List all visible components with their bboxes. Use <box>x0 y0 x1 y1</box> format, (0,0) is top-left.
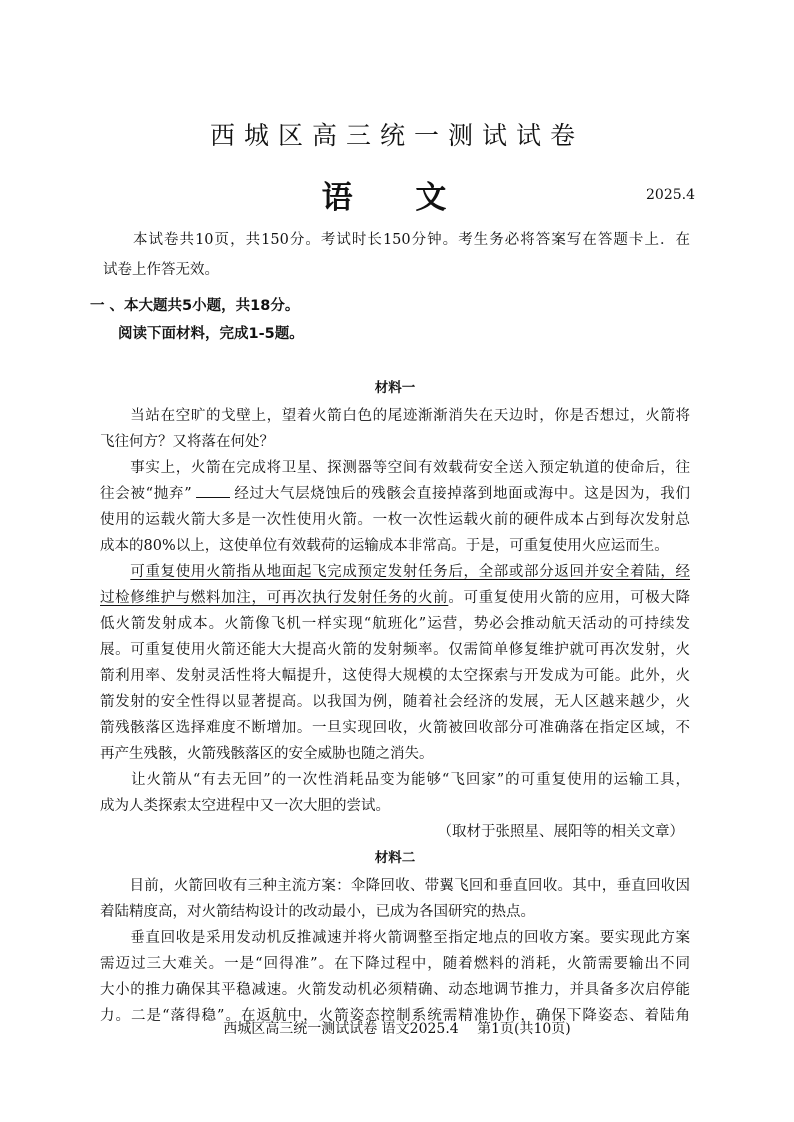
text-segment: 事实上，火箭在完成将卫星、探测器等空间有效载荷安全送入预定轨道的使命后，往 <box>100 460 690 476</box>
passage-line <box>100 951 690 977</box>
passage-line <box>100 637 690 663</box>
material-heading <box>100 845 690 873</box>
notice-line: 试卷上作答无效。 <box>103 262 219 278</box>
text-segment: 箭利用率、发射灵活性将大幅提升，这使得大规模的太空探索与开发成为可能。此外，火 <box>100 668 690 684</box>
passage-line <box>100 715 690 741</box>
notice-line: 本试卷共10页，共150分。考试时长150分钟。考生务必将答案写在答题卡上．在 <box>133 232 690 248</box>
passage-line <box>100 977 690 1003</box>
text-segment: 目前，火箭回收有三种主流方案：伞降回收、带翼飞回和垂直回收。其中，垂直回收因 <box>100 878 690 894</box>
text-segment: （取材于张照星、展阳等的相关文章） <box>437 824 684 840</box>
text-segment: 成本的80%以上，这使单位有效载荷的运输成本非常高。于是，可重复使用火应运而生。 <box>100 538 669 554</box>
passage-line <box>100 533 690 559</box>
passage-line <box>100 689 690 715</box>
text-segment: 箭发射的安全性得以显著提高。以我国为例，随着社会经济的发展，无人区越来越少，火 <box>100 694 690 710</box>
text-segment: 展。可重复使用火箭还能大大提高火箭的发射频率。仅需简单修复维护就可再次发射，火 <box>100 642 690 658</box>
passage-line <box>100 793 690 819</box>
text-segment: 当站在空旷的戈壁上，望着火箭白色的尾迹渐渐消失在天边时，你是否想过，火箭将 <box>100 408 690 424</box>
passage-line <box>100 507 690 533</box>
text-segment: 材料二 <box>374 850 416 866</box>
passage-line <box>100 925 690 951</box>
passage-line <box>100 585 690 611</box>
source-citation <box>100 819 690 845</box>
text-segment: 成为人类探索太空进程中又一次大胆的尝试。 <box>100 798 390 814</box>
answer-blank <box>196 483 230 498</box>
text-segment: 让火箭从“有去无回”的一次性消耗品变为能够“飞回家”的可重复使用的运输工具， <box>100 772 690 788</box>
text-segment: 飞往何方？又将落在何处？ <box>100 434 274 450</box>
page-footer: 西城区高三统一测试试卷 语文2025.4 第1页(共10页) <box>223 1021 571 1037</box>
section-instruction: 阅读下面材料，完成1-5题。 <box>118 326 304 342</box>
passage-line <box>100 741 690 767</box>
text-segment: 力。二是“落得稳”。在返航中，火箭姿态控制系统需精准协作，确保下降姿态、着陆角 <box>100 1008 690 1024</box>
subject-title: 语 文 <box>321 180 473 216</box>
passage-line <box>100 559 690 585</box>
text-segment: 大小的推力确保其平稳减速。火箭发动机必须精确、动态地调节推力，并具备多次启停能 <box>100 982 690 998</box>
passage-line <box>100 403 690 429</box>
passage-line <box>100 767 690 793</box>
section-heading: 一 、本大题共5小题，共18分。 <box>90 298 300 314</box>
passage-line <box>100 455 690 481</box>
passage-line <box>100 611 690 637</box>
text-segment <box>100 564 130 580</box>
passage-body <box>100 375 690 1029</box>
passage-line <box>100 873 690 899</box>
text-segment: 垂直回收是采用发动机反推减速并将火箭调整至指定地点的回收方案。要实现此方案 <box>100 930 690 946</box>
text-segment: 。可重复使用火箭的应用，可极大降 <box>448 590 690 606</box>
text-segment: 材料一 <box>374 380 416 396</box>
passage-line <box>100 481 690 507</box>
text-segment: 着陆精度高，对火箭结构设计的改动最小，已成为各国研究的热点。 <box>100 904 535 920</box>
exam-date: 2025.4 <box>646 187 695 203</box>
underlined-text: 可重复使用火箭指从地面起飞完成预定发射任务后，全部或部分返回并安全着陆，经 <box>130 564 691 580</box>
text-segment: 低火箭发射成本。火箭像飞机一样实现“航班化”运营，势必会推动航天活动的可持续发 <box>100 616 690 632</box>
passage-line <box>100 429 690 455</box>
text-segment: 再产生残骸，火箭残骸落区的安全威胁也随之消失。 <box>100 746 434 762</box>
exam-title: 西城区高三统一测试试卷 <box>209 121 584 150</box>
text-segment: 需迈过三大难关。一是“回得准”。在下降过程中，随着燃料的消耗，火箭需要输出不同 <box>100 956 690 972</box>
text-segment: 往会被“抛弃” <box>100 486 192 502</box>
passage-line <box>100 663 690 689</box>
text-segment: 经过大气层烧蚀后的残骸会直接掉落到地面或海中。这是因为，我们 <box>233 486 690 502</box>
material-heading <box>100 375 690 403</box>
text-segment: 箭残骸落区选择难度不断增加。一旦实现回收，火箭被回收部分可准确落在指定区域，不 <box>100 720 690 736</box>
passage-line <box>100 899 690 925</box>
underlined-text: 过检修维护与燃料加注，可再次执行发射任务的火前 <box>100 590 449 606</box>
text-segment: 使用的运载火箭大多是一次性使用火箭。一枚一次性运载火前的硬件成本占到每次发射总 <box>100 512 690 528</box>
exam-notice <box>103 225 690 285</box>
